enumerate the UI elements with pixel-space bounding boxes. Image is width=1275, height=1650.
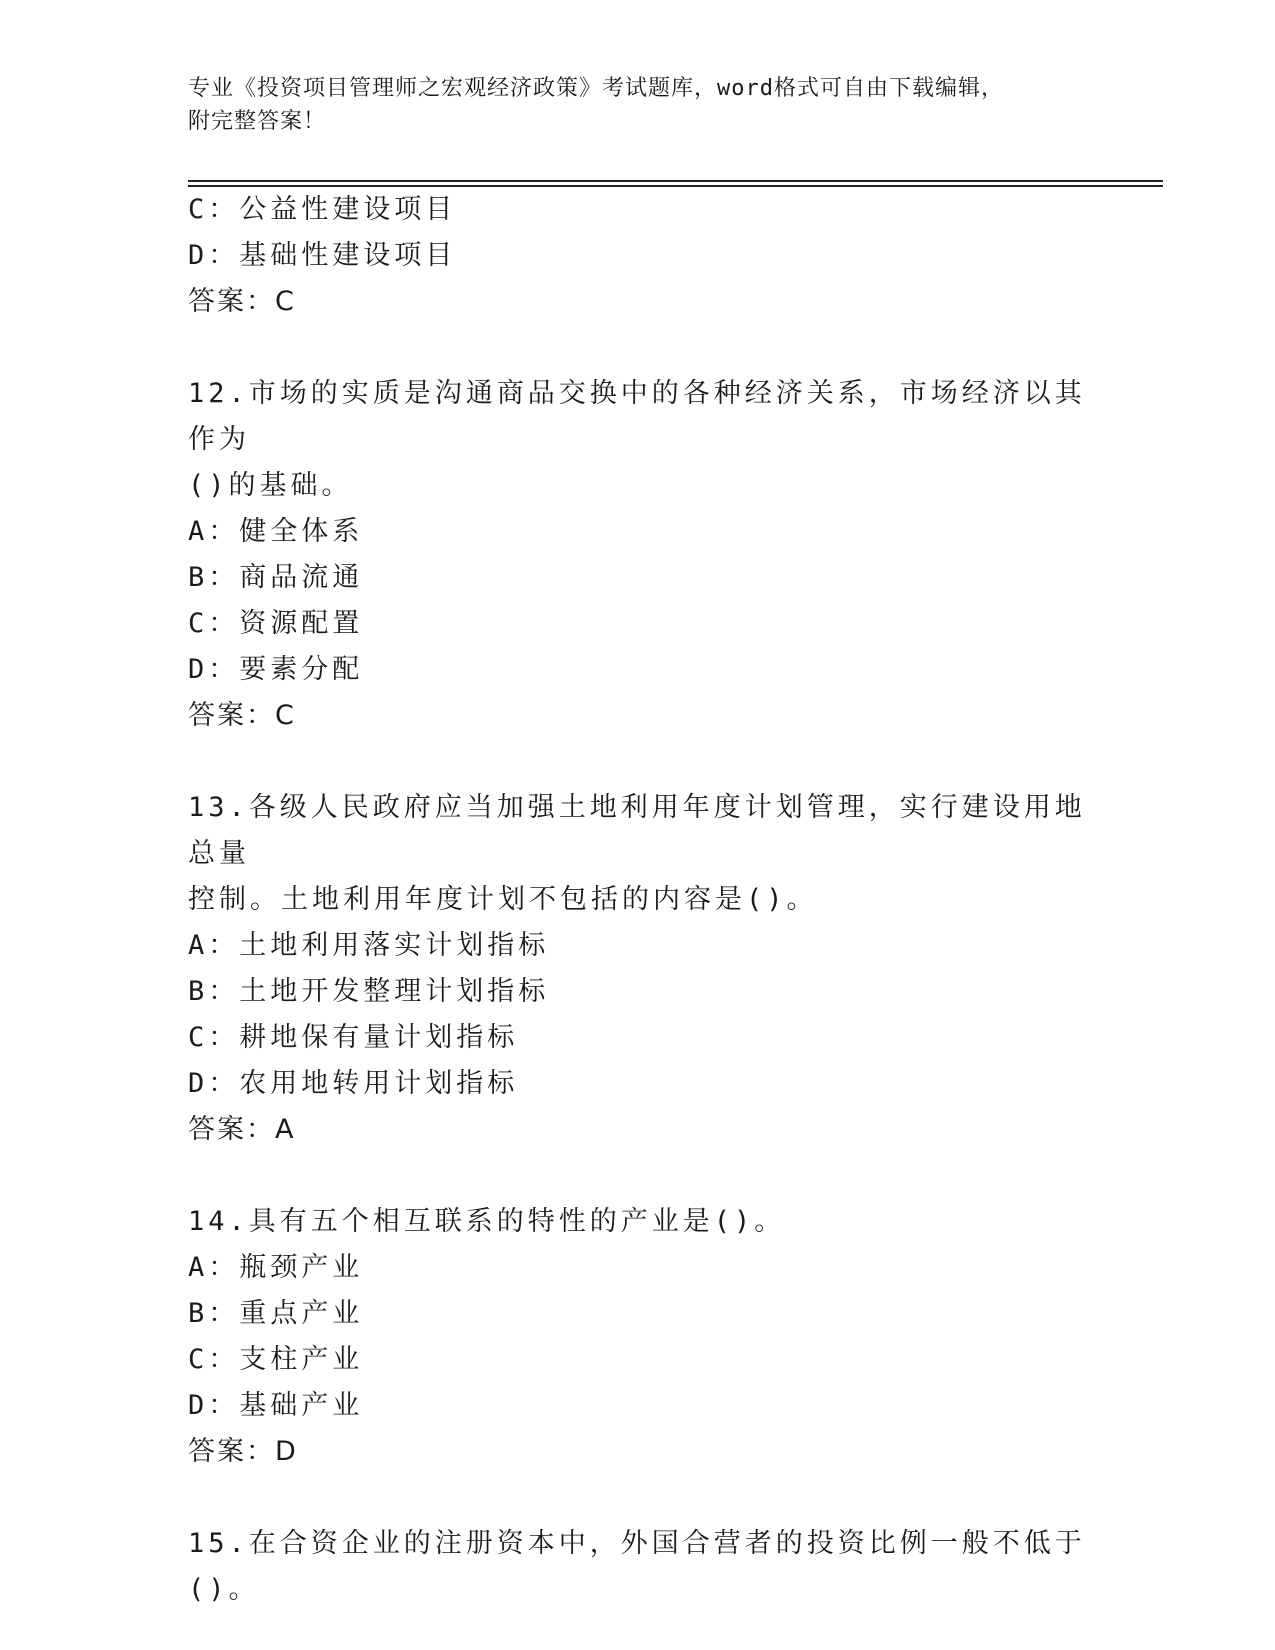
answer: 答案：A — [188, 1114, 296, 1145]
option-d: D：农用地转用计划指标 — [188, 1068, 519, 1099]
question-13 — [188, 785, 1108, 1153]
option-d: D：要素分配 — [188, 654, 364, 685]
option-b: B：重点产业 — [188, 1298, 364, 1329]
question-stem-line-2: 控制。土地利用年度计划不包括的内容是()。 — [188, 884, 818, 915]
option-c: C：耕地保有量计划指标 — [188, 1022, 519, 1053]
option-a: A：瓶颈产业 — [188, 1252, 364, 1283]
question-stem-line-1: 12.市场的实质是沟通商品交换中的各种经济关系，市场经济以其作为 — [188, 378, 1086, 455]
option-d: D：基础性建设项目 — [188, 240, 457, 271]
option-b: B：土地开发整理计划指标 — [188, 976, 550, 1007]
option-a: A：土地利用落实计划指标 — [188, 930, 550, 961]
question-15 — [188, 1521, 1108, 1613]
question-stem-line-2: ()的基础。 — [188, 470, 353, 501]
answer: 答案：D — [188, 1436, 298, 1467]
answer: 答案：C — [188, 700, 296, 731]
question-stem-line-1: 13.各级人民政府应当加强土地利用年度计划管理，实行建设用地总量 — [188, 792, 1086, 869]
option-c: C：资源配置 — [188, 608, 364, 639]
answer: 答案：C — [188, 286, 296, 317]
document-header — [188, 72, 1088, 138]
question-12 — [188, 371, 1108, 739]
header-line-1: 专业《投资项目管理师之宏观经济政策》考试题库，word格式可自由下载编辑， — [188, 76, 1004, 101]
question-stem-line-1: 14.具有五个相互联系的特性的产业是()。 — [188, 1206, 786, 1237]
question-list — [188, 187, 1108, 1613]
option-c: C：公益性建设项目 — [188, 194, 457, 225]
option-b: B：商品流通 — [188, 562, 364, 593]
option-c: C：支柱产业 — [188, 1344, 364, 1375]
question-14 — [188, 1199, 1108, 1475]
header-line-2: 附完整答案！ — [188, 109, 327, 134]
question-stem-line-1: 15.在合资企业的注册资本中，外国合营者的投资比例一般不低于()。 — [188, 1528, 1086, 1605]
question-11 — [188, 187, 1108, 325]
option-d: D：基础产业 — [188, 1390, 364, 1421]
option-a: A：健全体系 — [188, 516, 364, 547]
header-divider-top — [188, 180, 1163, 182]
